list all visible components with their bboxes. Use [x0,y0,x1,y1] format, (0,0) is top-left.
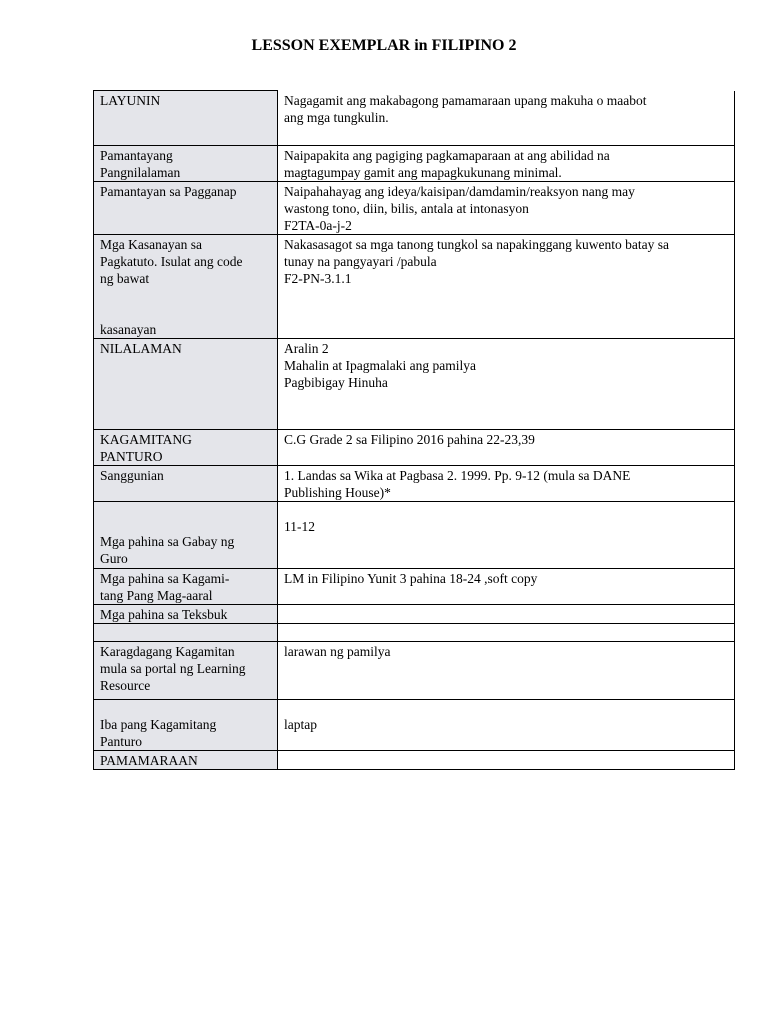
label-cell-layunin [94,91,278,146]
table-row-kagamitang-panturo [94,430,735,466]
table-row-blank [94,624,735,642]
value-cell-nilalaman [278,339,735,430]
value-pagganap-line-1: Naipahahayag ang ideya/kaisipan/damdamin/reaksyon nang may [284,184,635,199]
label-kasanayan-line-1: Mga Kasanayan sa [100,237,202,252]
value-layunin-line-2: ang mga tungkulin. [284,109,389,125]
label-layunin: LAYUNIN [100,93,161,108]
label-cell-karagdagang-kagamitan [94,642,278,700]
label-cell-teksbuk [94,605,278,624]
value-cell-gabay-ng-guro [278,502,735,569]
label-kasanayan-spacer [100,287,271,321]
label-iba-block [100,701,271,750]
table-row-karagdagang-kagamitan [94,642,735,700]
table-row-kagamitang-pang-mag-aaral [94,569,735,605]
value-nilalaman-line-2: Mahalin at Ipagmalaki ang pamilya [284,358,476,373]
table-row-sanggunian [94,466,735,502]
value-cell-kagamitang-panturo [278,430,735,466]
value-pagganap-code: F2TA-0a-j-2 [284,218,352,233]
label-karagdagang-line-3: Resource [100,678,151,693]
table-row-nilalaman [94,339,735,430]
label-nilalaman: NILALAMAN [100,341,182,356]
label-cell-kagamitang-pang-mag-aaral [94,569,278,605]
label-pang-mag-aaral-line-2: tang Pang Mag-aaral [100,588,213,603]
value-cell-layunin [278,91,735,146]
label-cell-blank [94,624,278,642]
value-cell-sanggunian [278,466,735,502]
table-row-pamamaraan [94,751,735,770]
value-cell-pamantayang-pangnilalaman [278,146,735,182]
value-sanggunian-line-2: Publishing House)* [284,485,391,500]
document-title: LESSON EXEMPLAR in FILIPINO 2 [251,37,517,54]
value-cell-kagamitang-pang-mag-aaral [278,569,735,605]
label-cell-pamantayan-sa-pagganap [94,182,278,235]
value-karagdagang-kagamitan: larawan ng pamilya [284,644,391,659]
table-row-layunin [94,91,735,146]
label-kasanayan-line-4: kasanayan [100,322,157,337]
value-gabay-ng-guro: 11-12 [284,519,315,534]
table-row-pamantayan-sa-pagganap [94,182,735,235]
value-cell-pamantayan-sa-pagganap [278,182,735,235]
value-pagganap-line-2: wastong tono, diin, bilis, antala at intonasyon [284,201,529,216]
label-cell-nilalaman [94,339,278,430]
label-karagdagang-line-2: mula sa portal ng Learning [100,661,246,676]
value-nilalaman-line-1: Aralin 2 [284,341,329,356]
value-kasanayan-line-2: tunay na pangyayari /pabula [284,254,437,269]
value-cell-pamamaraan [278,751,735,770]
label-cell-gabay-ng-guro [94,502,278,569]
value-nilalaman-line-3: Pagbibigay Hinuha [284,375,388,390]
value-pamantayang-line-2: magtagumpay gamit ang mapagkukunang minimal. [284,165,562,180]
table-row-teksbuk [94,605,735,624]
value-sanggunian-line-1: 1. Landas sa Wika at Pagbasa 2. 1999. Pp. 9-12 (mula sa DANE [284,468,631,483]
value-kasanayan-line-1: Nakasasagot sa mga tanong tungkol sa napakinggang kuwento batay sa [284,237,670,252]
label-gabay-block [100,503,271,567]
table-row-iba-pang-kagamitang [94,700,735,751]
label-sanggunian: Sanggunian [100,468,164,483]
value-cell-iba-pang-kagamitang [278,700,735,751]
label-kagamitang-line-2: PANTURO [100,449,163,464]
label-kasanayan-line-3: ng bawat [100,271,150,286]
label-gabay-line-2: Guro [100,551,128,566]
label-cell-kagamitang-panturo [94,430,278,466]
value-kagamitang-panturo: C.G Grade 2 sa Filipino 2016 pahina 22-23,39 [284,432,535,447]
table-row-pamantayang-pangnilalaman [94,146,735,182]
label-pamamaraan: PAMAMARAAN [100,753,198,768]
label-teksbuk: Mga pahina sa Teksbuk [100,607,228,622]
value-kagamitang-pang-mag-aaral: LM in Filipino Yunit 3 pahina 18-24 ,soft copy [284,571,538,586]
value-cell-karagdagang-kagamitan [278,642,735,700]
label-iba-line-2: Panturo [100,734,142,749]
label-cell-pamamaraan [94,751,278,770]
value-layunin-line-1: Nagagamit ang makabagong pamamaraan upang makuha o maabot [284,92,647,108]
label-pamantayang-line-1: Pamantayang [100,148,173,163]
value-cell-blank [278,624,735,642]
label-cell-mga-kasanayan [94,235,278,339]
table-row-mga-kasanayan [94,235,735,339]
value-cell-teksbuk [278,605,735,624]
label-kagamitang-line-1: KAGAMITANG [100,432,192,447]
value-pamantayang-line-1: Naipapakita ang pagiging pagkamaparaan at ang abilidad na [284,148,610,163]
value-kasanayan-code: F2-PN-3.1.1 [284,271,352,286]
label-pamantayang-line-2: Pangnilalaman [100,165,181,180]
label-karagdagang-line-1: Karagdagang Kagamitan [100,644,235,659]
label-kasanayan-line-2: Pagkatuto. Isulat ang code [100,254,243,269]
label-cell-pamantayang-pangnilalaman [94,146,278,182]
label-cell-sanggunian [94,466,278,502]
label-pang-mag-aaral-line-1: Mga pahina sa Kagami- [100,571,230,586]
label-pamantayan-sa-pagganap: Pamantayan sa Pagganap [100,184,237,199]
lesson-exemplar-table [93,90,735,770]
label-iba-line-1: Iba pang Kagamitang [100,717,217,732]
label-cell-iba-pang-kagamitang [94,700,278,751]
value-cell-mga-kasanayan [278,235,735,339]
value-iba-pang-kagamitang: laptap [284,717,317,732]
table-row-gabay-ng-guro [94,502,735,569]
label-gabay-line-1: Mga pahina sa Gabay ng [100,534,235,549]
